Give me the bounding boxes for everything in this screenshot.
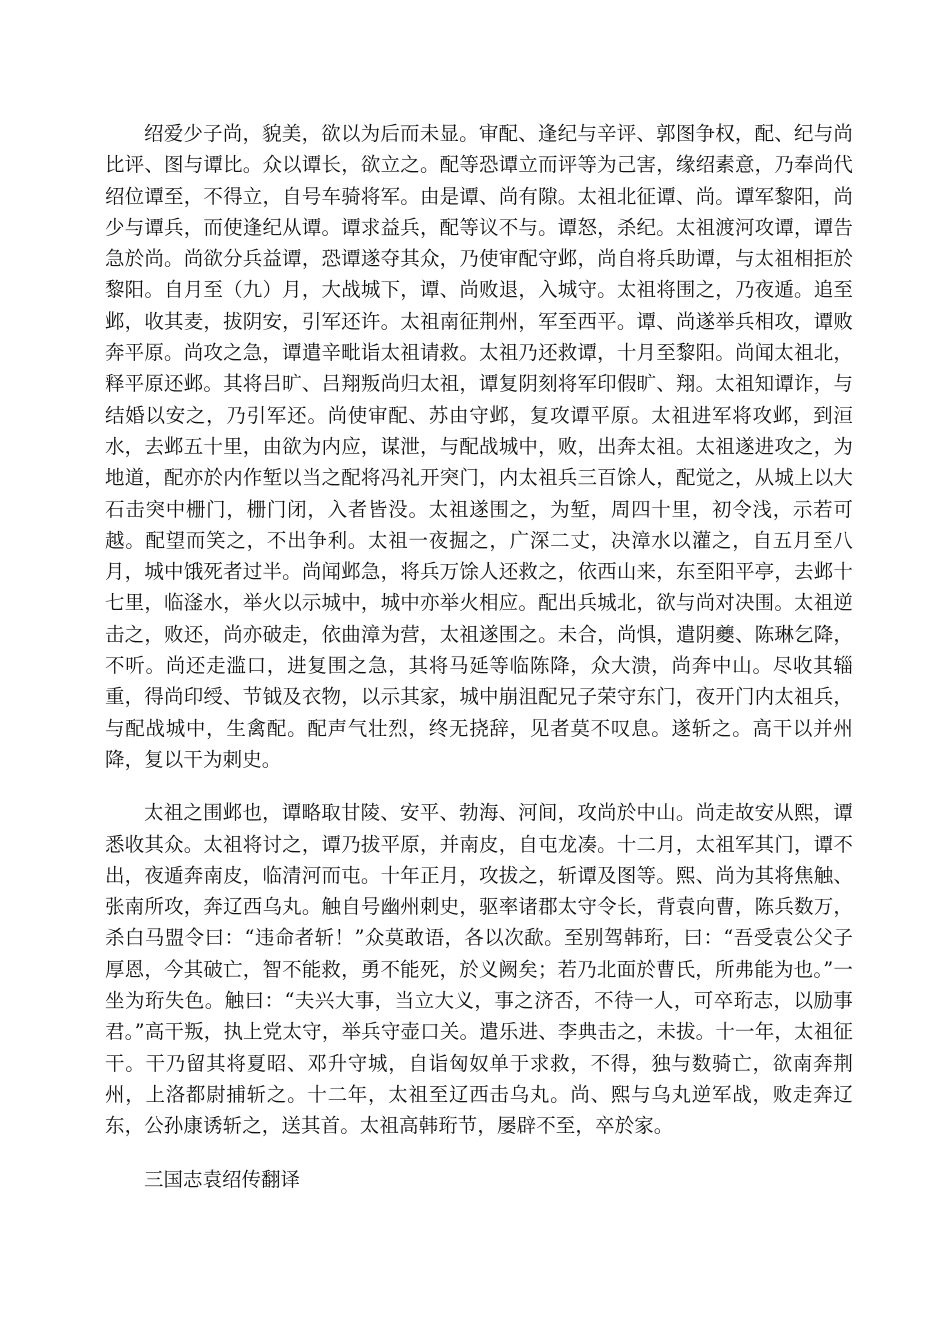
- document-body: [105, 118, 853, 1195]
- translation-heading: 三国志袁绍传翻译: [144, 1167, 301, 1191]
- paragraph-2: 太祖之围邺也，谭略取甘陵、安平、勃海、河间，攻尚於中山。尚走故安从熙，谭悉收其众。太祖将讨之，谭乃拔平原，并南皮，自屯龙凑。十二月，太祖军其门，谭不出，夜遁奔南皮，临清河而屯。十年正月，攻拔之，斩谭及图等。熙、尚为其将焦触、张南所攻，奔辽西乌丸。触自号幽州刺史，驱率诸郡太守令长，背袁向曹，陈兵数万，杀白马盟令曰：“违命者斩！”众莫敢语，各以次歃。至别驾韩珩，曰：“吾受袁公父子厚恩，今其破亡，智不能救，勇不能死，於义阙矣；若乃北面於曹氏，所弗能为也。”一坐为珩失色。触曰：“夫兴大事，当立大义，事之济否，不待一人，可卒珩志，以励事君。”高干叛，执上党太守，举兵守壶口关。遣乐进、李典击之，未拔。十一年，太祖征干。干乃留其将夏昭、邓升守城，自诣匈奴单于求救，不得，独与数骑亡，欲南奔荆州，上洛都尉捕斩之。十二年，太祖至辽西击乌丸。尚、熙与乌丸逆军战，败走奔辽东，公孙康诱斩之，送其首。太祖高韩珩节，屡辟不至，卒於家。: [105, 801, 853, 1138]
- paragraph-1: 绍爱少子尚，貌美，欲以为后而未显。审配、逢纪与辛评、郭图争权，配、纪与尚比评、图与谭比。众以谭长，欲立之。配等恐谭立而评等为己害，缘绍素意，乃奉尚代绍位谭至，不得立，自号车骑将军。由是谭、尚有隙。太祖北征谭、尚。谭军黎阳，尚少与谭兵，而使逢纪从谭。谭求益兵，配等议不与。谭怒，杀纪。太祖渡河攻谭，谭告急於尚。尚欲分兵益谭，恐谭遂夺其众，乃使审配守邺，尚自将兵助谭，与太祖相拒於黎阳。自月至（九）月，大战城下，谭、尚败退，入城守。太祖将围之，乃夜遁。追至邺，收其麦，拔阴安，引军还许。太祖南征荆州，军至西平。谭、尚遂举兵相攻，谭败奔平原。尚攻之急，谭遣辛毗诣太祖请救。太祖乃还救谭，十月至黎阳。尚闻太祖北，释平原还邺。其将吕旷、吕翔叛尚归太祖，谭复阴刻将军印假旷、翔。太祖知谭诈，与结婚以安之，乃引军还。尚使审配、苏由守邺，复攻谭平原。太祖进军将攻邺，到洹水，去邺五十里，由欲为内应，谋泄，与配战城中，败，出奔太祖。太祖遂进攻之，为地道，配亦於内作堑以当之配将冯礼开突门，内太祖兵三百馀人，配觉之，从城上以大石击突中栅门，栅门闭，入者皆没。太祖遂围之，为堑，周四十里，初令浅，示若可越。配望而笑之，不出争利。太祖一夜掘之，广深二丈，决漳水以灌之，自五月至八月，城中饿死者过半。尚闻邺急，将兵万馀人还救之，依西山来，东至阳平亭，去邺十七里，临滏水，举火以示城中，城中亦举火相应。配出兵城北，欲与尚对决围。太祖逆击之，败还，尚亦破走，依曲漳为营，太祖遂围之。未合，尚惧，遣阴夔、陈琳乞降，不听。尚还走滥口，进复围之急，其将马延等临陈降，众大溃，尚奔中山。尽收其辎重，得尚印绶、节钺及衣物，以示其家，城中崩沮配兄子荣守东门，夜开门内太祖兵，与配战城中，生禽配。配声气壮烈，终无挠辞，见者莫不叹息。遂斩之。高干以并州降，复以干为刺史。: [105, 122, 853, 771]
